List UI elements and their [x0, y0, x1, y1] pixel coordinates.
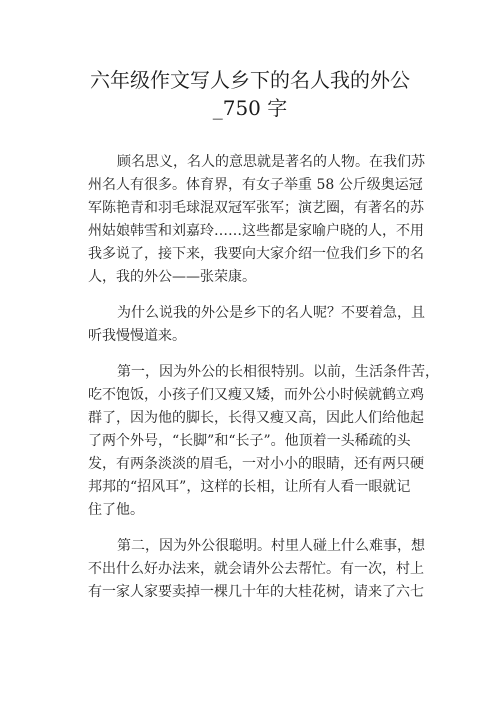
text-line: 我多说了，接下来，我要向大家介绍一位我们乡下的名	[88, 246, 424, 262]
document-body	[88, 151, 439, 617]
text-line: 有一家人家要卖掉一棵几十年的大桂花树，请来了六七	[88, 584, 424, 600]
text-line: 第一，因为外公的长相很特别。以前，生活条件苦，	[117, 364, 439, 380]
text-line: 州名人有很多。体育界，有女子举重 58 公斤级奥运冠	[88, 177, 423, 193]
text-line: 第二，因为外公很聪明。村里人碰上什么难事，想	[117, 538, 425, 554]
text-line: 顾名思义，名人的意思就是著名的人物。在我们苏	[117, 154, 425, 170]
text-line: 军陈艳青和羽毛球混双冠军张军；演艺圈，有著名的苏	[88, 200, 424, 216]
title-line-1: 六年级作文写人乡下的名人我的外公	[90, 68, 410, 92]
text-line: 住了他。	[88, 502, 144, 518]
text-line: 发，有两条淡淡的眉毛，一对小小的眼睛，还有两只硬	[88, 456, 424, 472]
text-line: 州姑娘韩雪和刘嘉玲……这些都是家喻户晓的人，不用	[88, 223, 424, 239]
text-line: 邦邦的“招风耳”，这样的长相，让所有人看一眼就记	[88, 479, 411, 495]
text-line: 听我慢慢道来。	[88, 328, 186, 344]
paragraph-2	[88, 302, 428, 348]
text-line: 人，我的外公——张荣康。	[88, 269, 256, 285]
paragraph-4	[88, 535, 428, 604]
document-title	[0, 66, 500, 122]
paragraph-3	[88, 361, 439, 522]
text-line: 不出什么好办法来，就会请外公去帮忙。有一次，村上	[88, 561, 424, 577]
title-line-2: _750 字	[212, 96, 288, 120]
text-line: 吃不饱饭，小孩子们又瘦又矮，而外公小时候就鹤立鸡	[88, 387, 424, 403]
text-line: 了两个外号，“长脚”和“长子”。他顶着一头稀疏的头	[88, 433, 411, 449]
text-line: 群了，因为他的脚长，长得又瘦又高，因此人们给他起	[88, 410, 424, 426]
paragraph-1	[88, 151, 428, 289]
text-line: 为什么说我的外公是乡下的名人呢？不要着急，且	[117, 305, 425, 321]
